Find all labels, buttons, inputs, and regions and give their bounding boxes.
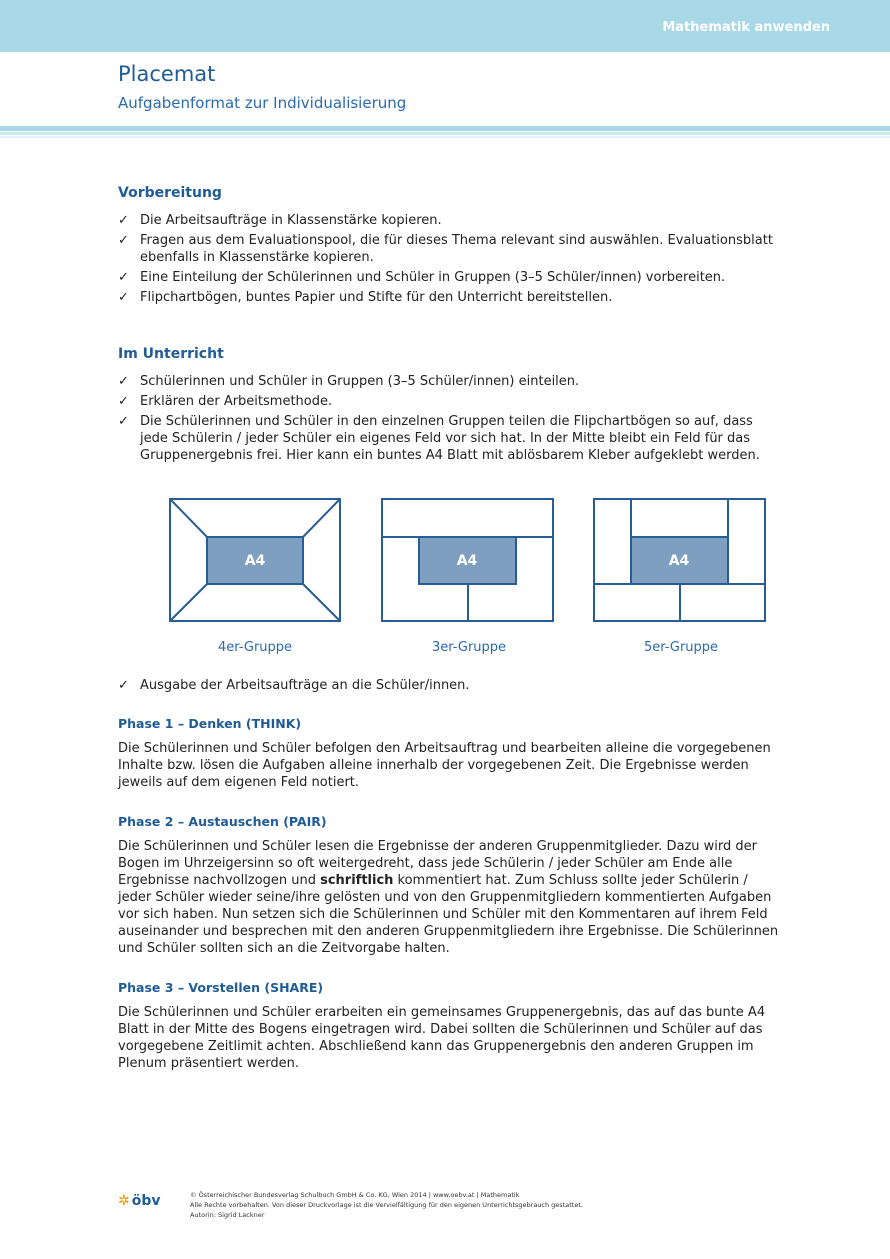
phase2-text-b: kommentiert hat. Zum Schluss sollte jeder Schülerin / jeder Schüler wieder seine/ihre gelösten und von den Gruppenmitgliedern kommentierten Aufgaben vor sich haben. Nun setzen sich die Schülerinnen und Schüler mit den Kommentaren auf ihrem Feld auseinander und besprechen mit den anderen Gruppenmitgliedern ihre Ergebnisse. Die Schülerinnen und Schüler sollten sich an die Zeitvorgabe halten.: [118, 873, 779, 956]
list-item: [118, 393, 778, 410]
placemat-diagram-5er: [593, 498, 767, 623]
footer-copyright: [190, 1190, 583, 1220]
list-item-text: Ausgabe der Arbeitsaufträge an die Schüler/innen.: [140, 678, 470, 693]
checkmark-icon: ✓: [118, 394, 129, 409]
checkmark-icon: ✓: [118, 374, 129, 389]
phase1-text: Die Schülerinnen und Schüler befolgen den Arbeitsauftrag und bearbeiten alleine die vorgegebenen Inhalte bzw. lösen die Aufgaben alleine innerhalb der vorgegebenen Zeit. Die Ergebnisse werden jeweils auf dem eigenen Feld notiert.: [118, 741, 771, 790]
list-item: [118, 289, 778, 306]
unterricht-list: [118, 373, 778, 467]
diagram-caption-3er: 3er-Gruppe: [431, 640, 507, 655]
list-item: [118, 373, 778, 390]
phase3-heading: Phase 3 – Vorstellen (SHARE): [118, 980, 324, 995]
checkmark-icon: ✓: [118, 290, 129, 305]
phase3-text: Die Schülerinnen und Schüler erarbeiten ein gemeinsames Gruppenergebnis, das auf das bunte A4 Blatt in der Mitte des Bogens eingetragen wird. Dabei sollten die Schülerinnen und Schüler auf das vorgegebene Zeitlimit achten. Abschließend kann das Gruppenergebnis den anderen Gruppen im Plenum präsentiert werden.: [118, 1005, 766, 1071]
phase2-text: [118, 838, 783, 957]
list-item-text: Flipchartbögen, buntes Papier und Stifte für den Unterricht bereitstellen.: [140, 290, 613, 305]
checkmark-icon: ✓: [118, 678, 129, 693]
list-item-text: Erklären der Arbeitsmethode.: [140, 394, 333, 409]
list-item: [118, 413, 778, 464]
diagram-caption-4er: 4er-Gruppe: [217, 640, 293, 655]
page-title: Placemat: [118, 62, 216, 86]
checkmark-icon: ✓: [118, 213, 129, 228]
ausgabe-list: [118, 677, 778, 697]
checkmark-icon: ✓: [118, 270, 129, 285]
placemat-diagram-4er: [169, 498, 341, 623]
divider-stripe: [0, 126, 890, 131]
divider-stripe: [0, 132, 890, 135]
divider-stripe: [0, 136, 890, 138]
checkmark-icon: ✓: [118, 233, 129, 248]
footer-line: Autorin: Sigrid Lackner: [190, 1211, 265, 1219]
phase2-text-bold: schriftlich: [320, 873, 394, 888]
section-heading-unterricht: Im Unterricht: [118, 346, 224, 362]
phase1-heading: Phase 1 – Denken (THINK): [118, 716, 302, 731]
a4-label: A4: [668, 553, 690, 569]
list-item: [118, 677, 778, 694]
list-item: [118, 212, 778, 229]
list-item-text: Eine Einteilung der Schülerinnen und Schüler in Gruppen (3–5 Schüler/innen) vorbereiten.: [140, 270, 726, 285]
list-item: [118, 269, 778, 286]
list-item-text: Schülerinnen und Schüler in Gruppen (3–5 Schüler/innen) einteilen.: [140, 374, 580, 389]
phase2-text-a: Die Schülerinnen und Schüler lesen die Ergebnisse der anderen Gruppenmitglieder. Dazu wird der Bogen im Uhrzeigersinn so oft weitergedreht, dass jede Schülerin / jeder Schüler am Ende alle Ergebnisse nachvollzogen und: [118, 839, 758, 888]
list-item-text: Fragen aus dem Evaluationspool, die für dieses Thema relevant sind auswählen. Evaluationsblatt ebenfalls in Klassenstärke kopieren.: [140, 233, 773, 265]
logo-text: öbv: [131, 1193, 161, 1209]
list-item-text: Die Schülerinnen und Schüler in den einzelnen Gruppen teilen die Flipchartbögen so auf, dass jede Schülerin / jeder Schüler ein eigenes Feld vor sich hat. In der Mitte bleibt ein Feld für das Gruppenergebnis frei. Hier kann ein buntes A4 Blatt mit ablösbarem Kleber aufgeklebt werden.: [140, 414, 760, 463]
list-item: [118, 232, 778, 266]
sun-icon: ✲: [118, 1193, 130, 1209]
footer-line: Alle Rechte vorbehalten. Von dieser Druckvorlage ist die Vervielfältigung für den eigenen Unterrichtsgebrauch gestattet.: [190, 1201, 583, 1209]
series-label: Mathematik anwenden: [662, 20, 830, 35]
section-heading-vorbereitung: Vorbereitung: [118, 185, 222, 201]
list-item-text: Die Arbeitsaufträge in Klassenstärke kopieren.: [140, 213, 442, 228]
a4-label: A4: [456, 553, 478, 569]
diagram-caption-5er: 5er-Gruppe: [643, 640, 719, 655]
header-band: [0, 0, 890, 52]
checkmark-icon: ✓: [118, 414, 129, 429]
page-subtitle: Aufgabenformat zur Individualisierung: [118, 94, 407, 112]
footer-line: © Österreichischer Bundesverlag Schulbuch GmbH & Co. KG, Wien 2014 | www.oebv.at | Mathematik: [190, 1191, 520, 1199]
phase2-heading: Phase 2 – Austauschen (PAIR): [118, 814, 327, 829]
publisher-logo: [118, 1193, 161, 1209]
a4-label: A4: [244, 553, 266, 569]
placemat-diagram-3er: [381, 498, 555, 623]
vorbereitung-list: [118, 212, 778, 309]
